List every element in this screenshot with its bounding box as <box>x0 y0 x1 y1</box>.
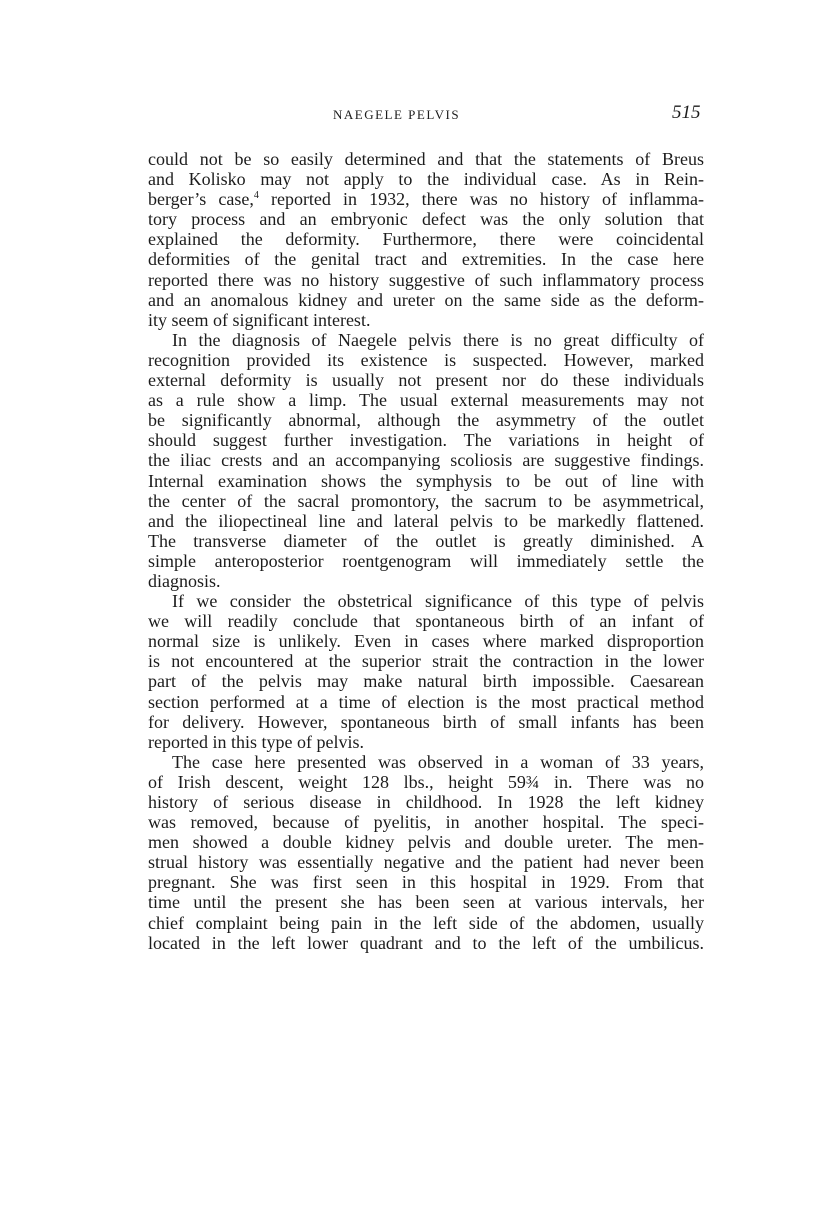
text-line: men showed a double kidney pelvis and double ureter. The men- <box>148 832 704 853</box>
text-line: recognition provided its existence is suspected. However, marked <box>148 349 704 370</box>
text-line: history of serious disease in childhood. In 1928 the left kidney <box>148 792 704 812</box>
text-line: the iliac crests and an accompanying scoliosis are suggestive findings. <box>148 450 704 471</box>
text-line: section performed at a time of election is the most practical method <box>148 691 704 712</box>
text-line: simple anteroposterior roentgenogram will immediately settle the <box>148 550 704 571</box>
text-fragment: berger’s case, <box>148 189 254 210</box>
text-line: The case here presented was observed in a woman of 33 years, <box>172 751 704 772</box>
text-line: the center of the sacral promontory, the sacrum to be asymmetrical, <box>148 490 704 511</box>
text-line <box>148 189 704 209</box>
text-line: located in the left lower quadrant and to the left of the umbilicus. <box>148 932 704 953</box>
text-line: was removed, because of pyelitis, in another hospital. The speci- <box>148 812 704 833</box>
text-line: be significantly abnormal, although the asymmetry of the outlet <box>148 410 704 431</box>
text-line: deformities of the genital tract and extremities. In the case here <box>148 249 704 270</box>
text-line: If we consider the obstetrical significance of this type of pelvis <box>172 591 704 612</box>
text-line: part of the pelvis may make natural birth impossible. Caesarean <box>148 671 704 692</box>
text-line: tory process and an embryonic defect was the only solution that <box>148 209 704 230</box>
paragraph <box>148 591 704 752</box>
text-line: is not encountered at the superior strait the contraction in the lower <box>148 651 704 672</box>
text-line: reported in this type of pelvis. <box>148 731 364 752</box>
text-line: external deformity is usually not present nor do these individuals <box>148 370 704 391</box>
text-line: pregnant. She was first seen in this hospital in 1929. From that <box>148 872 704 893</box>
text-line: strual history was essentially negative and the patient had never been <box>148 852 704 873</box>
page-number: 515 <box>672 102 701 123</box>
text-line: ity seem of significant interest. <box>148 309 371 330</box>
text-line: could not be so easily determined and that the statements of Breus <box>148 149 704 169</box>
paragraph <box>148 149 704 330</box>
text-line: normal size is unlikely. Even in cases where marked disproportion <box>148 631 704 652</box>
text-line: and the iliopectineal line and lateral pelvis to be markedly flattened. <box>148 510 704 531</box>
text-line: chief complaint being pain in the left side of the abdomen, usually <box>148 912 704 933</box>
text-line: In the diagnosis of Naegele pelvis there is no great difficulty of <box>172 329 704 350</box>
paragraph <box>148 330 704 591</box>
text-fragment: reported in 1932, there was no history of inflamma- <box>258 189 704 210</box>
text-line: The transverse diameter of the outlet is greatly diminished. A <box>148 530 704 551</box>
text-line: and Kolisko may not apply to the individual case. As in Rein- <box>148 169 704 190</box>
text-line: reported there was no history suggestive of such inflammatory process <box>148 269 704 290</box>
text-line: and an anomalous kidney and ureter on the same side as the deform- <box>148 289 704 310</box>
text-line: should suggest further investigation. The variations in height of <box>148 430 704 451</box>
text-line: time until the present she has been seen at various intervals, her <box>148 892 704 913</box>
footnote-ref: 4 <box>253 190 259 202</box>
text-line: we will readily conclude that spontaneous birth of an infant of <box>148 611 704 632</box>
text-line: for delivery. However, spontaneous birth of small infants has been <box>148 711 704 732</box>
text-line: explained the deformity. Furthermore, there were coincidental <box>148 229 704 250</box>
running-title: NAEGELE PELVIS <box>333 107 461 122</box>
text-line: of Irish descent, weight 128 lbs., height 59¾ in. There was no <box>148 771 704 792</box>
paragraph <box>148 752 704 953</box>
text-line: as a rule show a limp. The usual external measurements may not <box>148 390 704 411</box>
body-text <box>148 149 704 953</box>
text-line: diagnosis. <box>148 570 221 591</box>
text-line: Internal examination shows the symphysis to be out of line with <box>148 470 704 491</box>
